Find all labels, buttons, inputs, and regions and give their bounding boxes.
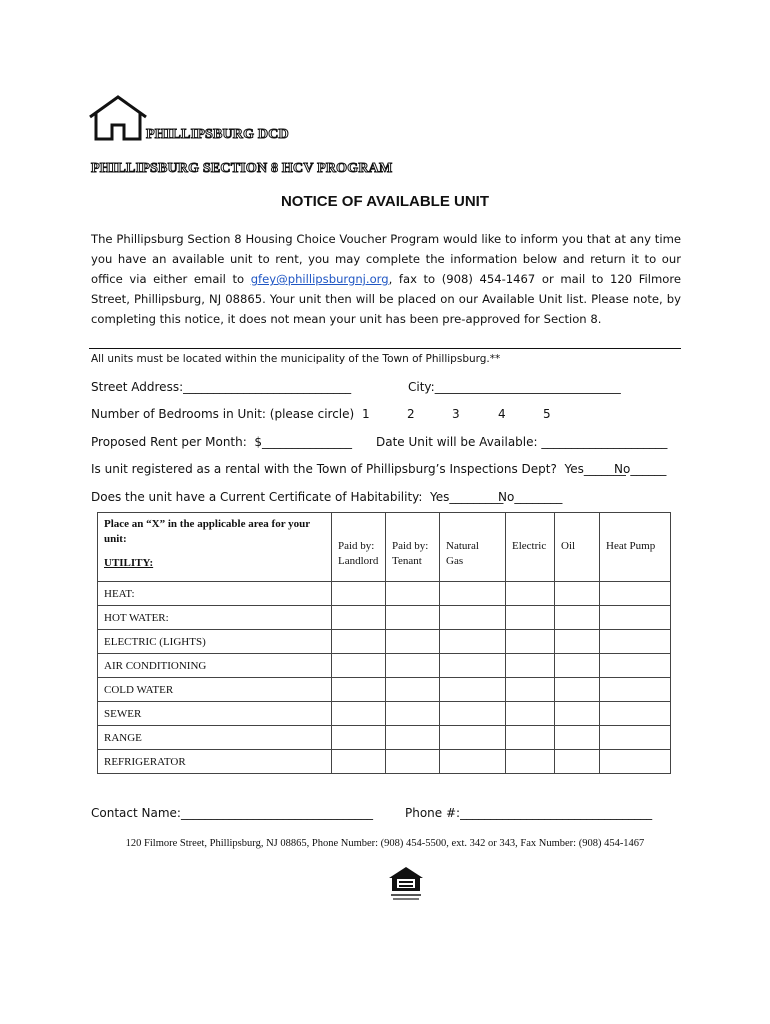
utility-header-cell — [98, 513, 332, 582]
divider — [89, 348, 681, 349]
table-cell[interactable] — [386, 606, 440, 630]
column-header-natural-gas: Natural Gas — [440, 513, 506, 582]
date-available-field[interactable]: Date Unit will be Available: _____________________ — [376, 435, 668, 449]
table-cell[interactable] — [386, 726, 440, 750]
bedroom-option[interactable]: 1 — [362, 407, 370, 421]
table-cell[interactable] — [506, 606, 555, 630]
table-cell[interactable] — [332, 702, 386, 726]
table-cell[interactable] — [386, 630, 440, 654]
table-row — [98, 582, 671, 606]
table-cell[interactable] — [555, 678, 600, 702]
certificate-no-field[interactable]: No________ — [498, 490, 563, 504]
certificate-question[interactable]: Does the unit have a Current Certificate of Habitability: Yes_________ — [91, 490, 504, 504]
table-cell[interactable] — [440, 630, 506, 654]
city-field[interactable]: City:_______________________________ — [408, 380, 621, 394]
table-cell[interactable] — [386, 678, 440, 702]
table-row — [98, 654, 671, 678]
table-instruction: Place an “X” in the applicable area for your unit: — [104, 518, 310, 545]
table-cell[interactable] — [600, 654, 671, 678]
table-row — [98, 606, 671, 630]
table-cell[interactable] — [506, 582, 555, 606]
column-header-electric: Electric — [506, 513, 555, 582]
table-cell[interactable] — [506, 726, 555, 750]
table-cell[interactable] — [332, 654, 386, 678]
table-cell[interactable] — [386, 582, 440, 606]
table-cell[interactable] — [600, 582, 671, 606]
table-cell[interactable] — [555, 750, 600, 774]
footer-address: 120 Filmore Street, Phillipsburg, NJ 08865, Phone Number: (908) 454-5500, ext. 342 or 343, Fax Number: (908) 454-1467 — [125, 838, 645, 849]
column-header-paid-by-tenant: Paid by: Tenant — [386, 513, 440, 582]
table-cell[interactable] — [506, 678, 555, 702]
registered-no-field[interactable]: No______ — [614, 462, 667, 476]
table-cell[interactable] — [386, 654, 440, 678]
table-row — [98, 630, 671, 654]
table-cell[interactable] — [506, 702, 555, 726]
location-note: All units must be located within the municipality of the Town of Phillipsburg.** — [91, 353, 501, 365]
bedrooms-label: Number of Bedrooms in Unit: (please circle) — [91, 407, 355, 421]
table-cell[interactable] — [440, 606, 506, 630]
row-label: REFRIGERATOR — [98, 750, 332, 774]
phone-field[interactable]: Phone #:________________________________ — [405, 806, 653, 820]
table-cell[interactable] — [555, 582, 600, 606]
table-cell[interactable] — [440, 678, 506, 702]
page-title: NOTICE OF AVAILABLE UNIT — [280, 193, 490, 210]
bedroom-option[interactable]: 3 — [452, 407, 460, 421]
contact-name-field[interactable]: Contact Name:________________________________ — [91, 806, 373, 820]
table-row — [98, 678, 671, 702]
table-row — [98, 702, 671, 726]
utility-table — [97, 512, 671, 774]
table-cell[interactable] — [555, 702, 600, 726]
program-name: PHILLIPSBURG SECTION 8 HCV PROGRAM — [91, 161, 393, 176]
column-header-paid-by-landlord: Paid by: Landlord — [332, 513, 386, 582]
table-cell[interactable] — [332, 678, 386, 702]
table-header-row — [98, 513, 671, 582]
proposed-rent-field[interactable]: Proposed Rent per Month: $_______________ — [91, 435, 353, 449]
table-cell[interactable] — [600, 630, 671, 654]
table-cell[interactable] — [555, 630, 600, 654]
table-cell[interactable] — [555, 726, 600, 750]
row-label: HEAT: — [98, 582, 332, 606]
table-cell[interactable] — [332, 606, 386, 630]
table-cell[interactable] — [600, 750, 671, 774]
table-cell[interactable] — [555, 606, 600, 630]
row-label: RANGE — [98, 726, 332, 750]
table-cell[interactable] — [440, 582, 506, 606]
email-link[interactable]: gfey@phillipsburgnj.org — [250, 272, 389, 286]
table-cell[interactable] — [332, 630, 386, 654]
table-cell[interactable] — [386, 702, 440, 726]
table-cell[interactable] — [386, 750, 440, 774]
table-cell[interactable] — [440, 750, 506, 774]
row-label: HOT WATER: — [98, 606, 332, 630]
row-label: AIR CONDITIONING — [98, 654, 332, 678]
house-icon — [88, 95, 148, 141]
row-label: SEWER — [98, 702, 332, 726]
table-cell[interactable] — [600, 678, 671, 702]
column-header-heat-pump: Heat Pump — [600, 513, 671, 582]
table-cell[interactable] — [440, 726, 506, 750]
column-header-oil: Oil — [555, 513, 600, 582]
table-cell[interactable] — [600, 726, 671, 750]
organization-name: PHILLIPSBURG DCD — [146, 127, 289, 142]
table-cell[interactable] — [332, 750, 386, 774]
bedroom-option[interactable]: 5 — [543, 407, 551, 421]
bedroom-option[interactable]: 2 — [407, 407, 415, 421]
table-cell[interactable] — [332, 582, 386, 606]
equal-housing-opportunity-icon — [387, 866, 425, 902]
table-row — [98, 726, 671, 750]
row-label: COLD WATER — [98, 678, 332, 702]
table-cell[interactable] — [600, 606, 671, 630]
table-cell[interactable] — [506, 750, 555, 774]
street-address-field[interactable]: Street Address:____________________________ — [91, 380, 352, 394]
table-cell[interactable] — [600, 702, 671, 726]
table-cell[interactable] — [332, 726, 386, 750]
intro-paragraph: The Phillipsburg Section 8 Housing Choice Voucher Program would like to inform you that at any time you have an available unit to rent, you may complete the information below and return it to our office via either email to gfey@phillipsburgnj.org, fax to (908) 454-1467 or mail to 120 Filmore Street, Phillipsburg, NJ 08865. Your unit then will be placed on our Available Unit list. Please note, by completing this notice, it does not mean your unit has been pre-approved for Section 8. — [91, 232, 681, 326]
row-label: ELECTRIC (LIGHTS) — [98, 630, 332, 654]
utility-label: UTILITY: — [104, 557, 154, 569]
table-row — [98, 750, 671, 774]
table-cell[interactable] — [506, 654, 555, 678]
table-cell[interactable] — [440, 654, 506, 678]
bedroom-option[interactable]: 4 — [498, 407, 506, 421]
table-cell[interactable] — [440, 702, 506, 726]
table-cell[interactable] — [506, 630, 555, 654]
table-cell[interactable] — [555, 654, 600, 678]
registered-question[interactable]: Is unit registered as a rental with the Town of Phillipsburg’s Inspections Dept? Yes_______ — [91, 462, 626, 476]
